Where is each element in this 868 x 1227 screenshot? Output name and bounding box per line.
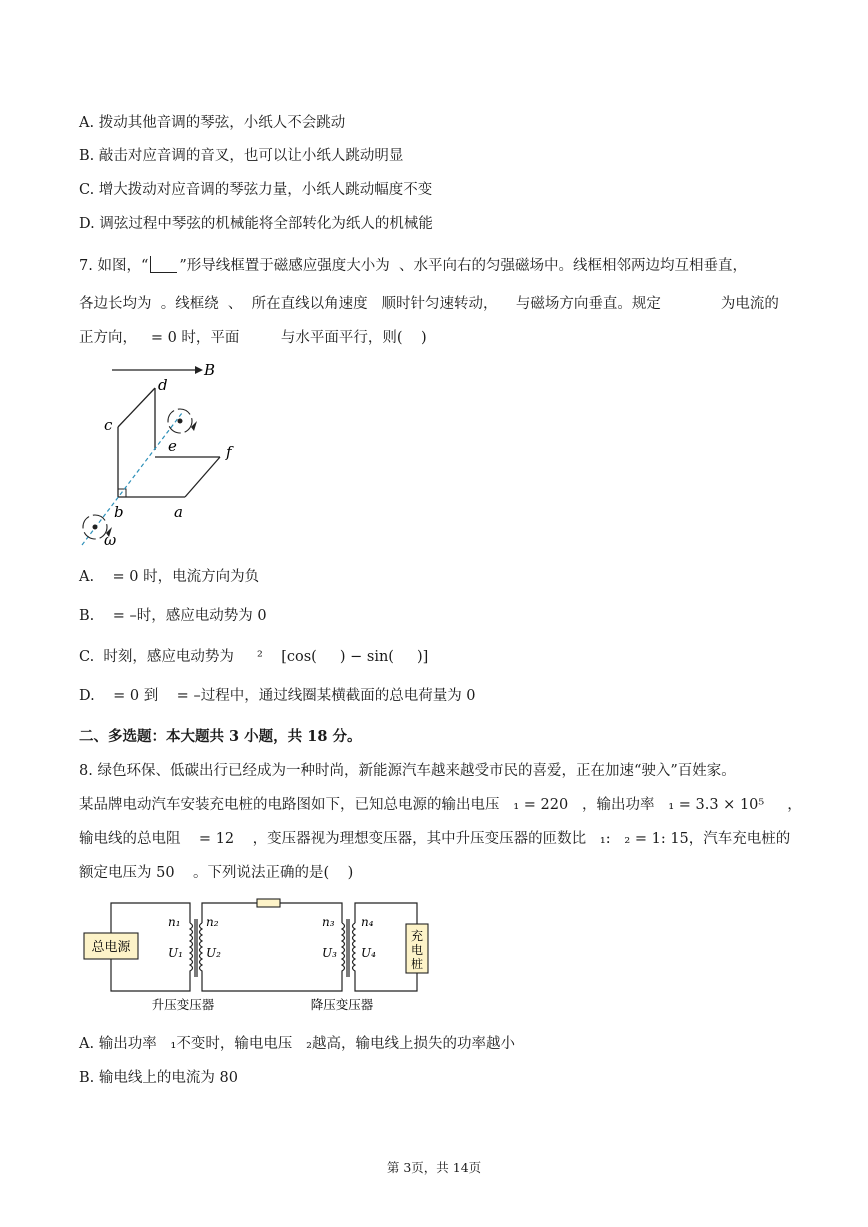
label-U1: U₁: [168, 946, 183, 960]
label-source: 总电源: [91, 940, 131, 955]
rotation-center-top-icon: [178, 419, 183, 424]
edge-f-lower: [185, 457, 220, 497]
q7-option-b: B. = –时，感应电动势为 0: [79, 608, 267, 624]
wire-left-bottom: [111, 959, 190, 991]
page-footer: 第 3页，共 14页: [386, 1160, 482, 1175]
q6-option-b: B. 敲击对应音调的音叉，也可以让小纸人跳动明显: [79, 148, 404, 164]
q8-option-b: B. 输电线上的电流为 80: [79, 1070, 238, 1086]
q8-circuit-figure: [80, 893, 440, 1018]
label-c: c: [104, 416, 113, 434]
wire-trans-bottom: [202, 973, 342, 991]
bracket-shape-icon: [150, 256, 177, 273]
label-f: f: [226, 443, 232, 461]
label-b: b: [114, 503, 124, 521]
b-field-arrowhead-icon: [195, 366, 203, 374]
q6-option-c: C. 增大拨动对应音调的琴弦力量，小纸人跳动幅度不变: [79, 182, 433, 198]
line-resistor-icon: [257, 899, 280, 907]
section-heading: 二、多选题：本大题共 3 小题，共 18 分。: [79, 728, 362, 745]
q6-option-d: D. 调弦过程中琴弦的机械能将全部转化为纸人的机械能: [79, 216, 433, 232]
label-step-up: 升压变压器: [151, 997, 215, 1012]
label-n1: n₁: [168, 915, 181, 929]
label-n3: n₃: [322, 915, 335, 929]
label-U3: U₃: [322, 946, 337, 960]
rotation-center-bottom-icon: [93, 525, 98, 530]
label-e: e: [168, 437, 177, 455]
label-n4: n₄: [361, 915, 374, 929]
q7-option-c: C. 时刻，感应电动势为 ² [cos( ) − sin( )]: [79, 649, 429, 665]
coil-n1-icon: [190, 923, 193, 973]
q8-stem-line4: 额定电压为 50 。下列说法正确的是( ): [79, 865, 354, 881]
q8-stem-line2: 某品牌电动汽车安装充电桩的电路图如下，已知总电源的输出电压 ₁ = 220 ，输出功率 ₁ = 3.3 × 10⁵ ，: [79, 797, 802, 813]
q6-option-a: A. 拨动其他音调的琴弦，小纸人不会跳动: [79, 115, 346, 131]
label-n2: n₂: [206, 915, 219, 929]
label-B: B: [204, 361, 216, 379]
q8-option-a: A. 输出功率 ₁不变时，输电电压 ₂越高，输电线上损失的功率越小: [79, 1036, 515, 1052]
q7-option-d: D. = 0 到 = –过程中，通过线圈某横截面的总电荷量为 0: [79, 688, 476, 704]
q8-stem-line3: 输电线的总电阻 = 12 ，变压器视为理想变压器，其中升压变压器的匝数比 ₁: ₂ = 1: 15，汽车充电桩的: [79, 831, 791, 847]
rotation-axis: [82, 413, 182, 545]
label-charger-1: 充: [410, 929, 424, 943]
label-omega: ω: [104, 531, 117, 549]
edge-top: [118, 388, 155, 427]
label-step-down: 降压变压器: [310, 997, 374, 1012]
q7-stem-line1-b: ”形导线框置于磁感应强度大小为 、水平向右的匀强磁场中。线框相邻两边均互相垂直，: [179, 258, 747, 274]
q7-stem-line1: [79, 256, 747, 276]
label-a: a: [174, 503, 183, 521]
q7-coil-figure: [70, 355, 260, 555]
label-charger-3: 桩: [410, 957, 424, 971]
q7-option-a: A. = 0 时，电流方向为负: [79, 569, 260, 585]
q7-stem-line3: 正方向， = 0 时，平面 与水平面平行，则( ): [79, 330, 427, 346]
q7-stem-line1-a: 7. 如图，“: [79, 258, 149, 274]
label-charger-2: 电: [410, 943, 424, 957]
label-d: d: [158, 376, 168, 394]
q7-stem-line2: 各边长均为 。线框绕 、 所在直线以角速度 顺时针匀速转动， 与磁场方向垂直。规定 为电流的: [79, 296, 779, 312]
wire-right-bottom: [355, 973, 417, 991]
q8-stem-line1: 8. 绿色环保、低碳出行已经成为一种时尚，新能源汽车越来越受市民的喜爱，正在加速“驶入”百姓家。: [79, 763, 736, 779]
coil-n2-icon: [200, 923, 203, 973]
coil-n3-icon: [342, 923, 345, 973]
label-U4: U₄: [361, 946, 376, 960]
coil-n4-icon: [353, 923, 356, 973]
label-U2: U₂: [206, 946, 221, 960]
